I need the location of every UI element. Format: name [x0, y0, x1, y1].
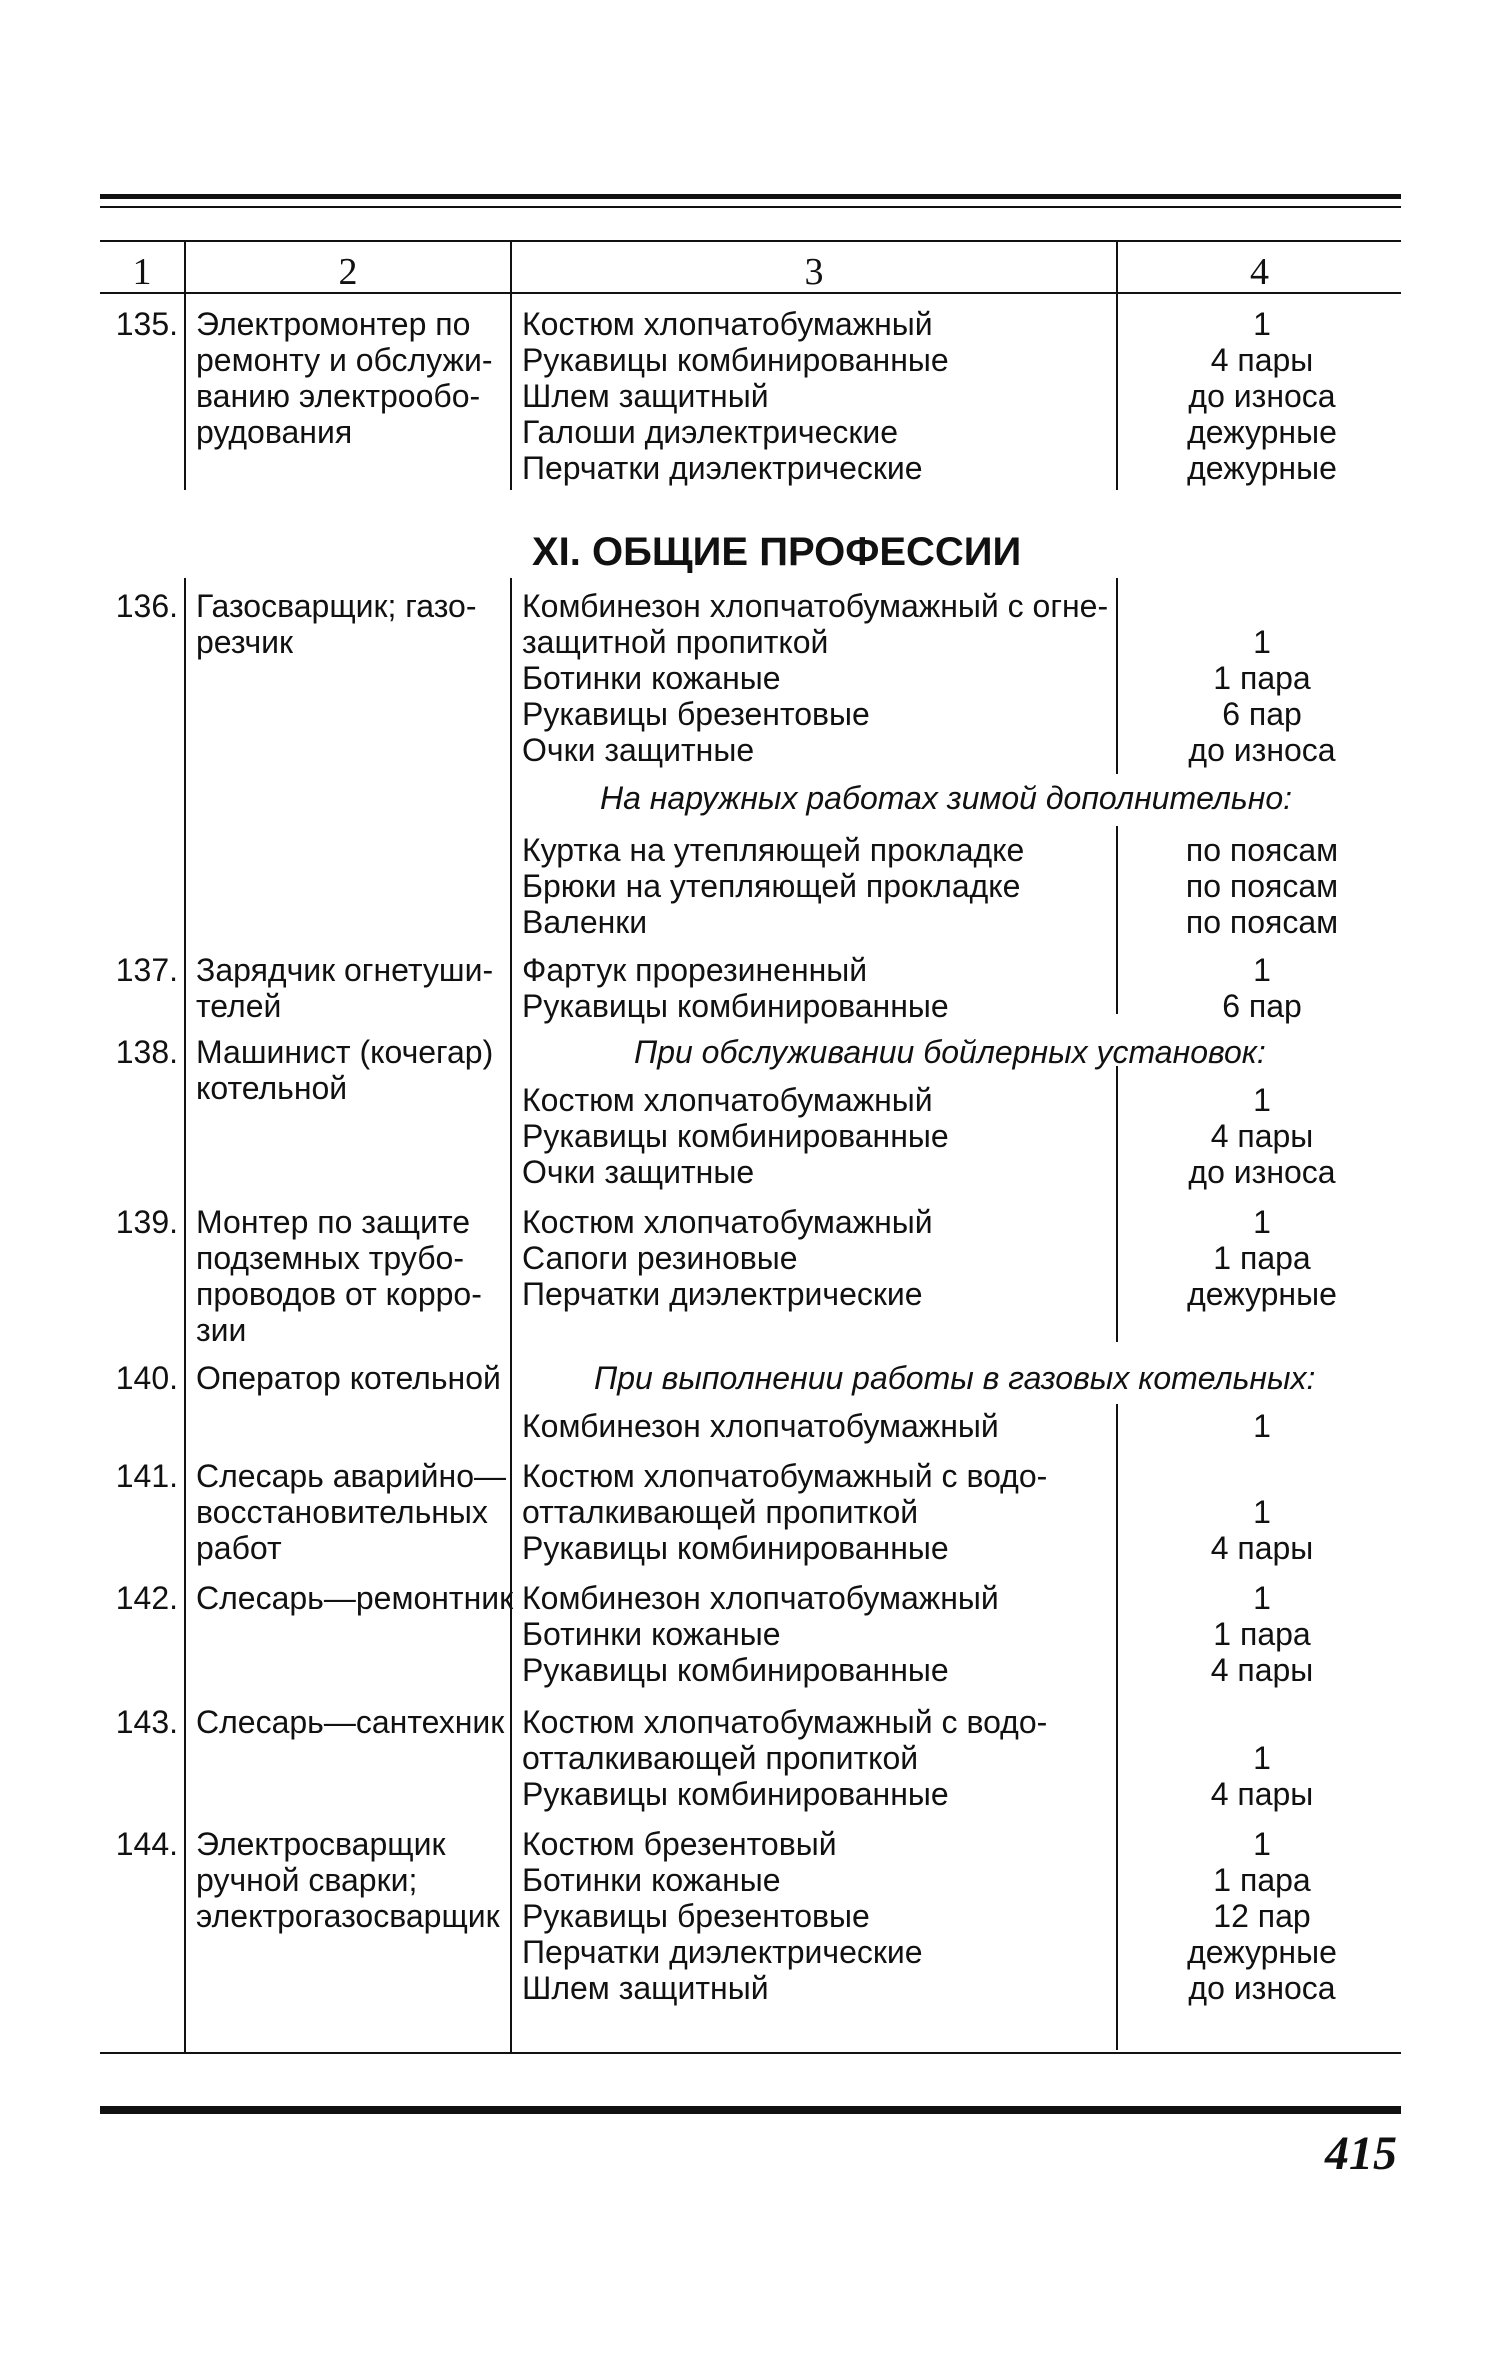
table-bottom-rule	[100, 2052, 1401, 2054]
job-title: ручной сварки;	[196, 1862, 418, 1898]
job-title: подземных трубо-	[196, 1240, 464, 1276]
row-number: 136.	[115, 588, 178, 624]
norm: до износа	[1188, 1154, 1336, 1190]
col-divider-3b	[1116, 826, 1118, 1014]
job-title: рудования	[196, 414, 353, 450]
row-number: 138.	[115, 1034, 178, 1070]
item: Рукавицы брезентовые	[522, 1898, 870, 1934]
norm: 6 пар	[1222, 988, 1302, 1024]
header-divider-1	[184, 240, 186, 294]
row-number: 141.	[115, 1458, 178, 1494]
norm: 1 пара	[1213, 1616, 1311, 1652]
item: Фартук прорезиненный	[522, 952, 868, 988]
job-title: Зарядчик огнетуши-	[196, 952, 494, 988]
top-rule-1	[100, 194, 1401, 199]
item: Рукавицы комбинированные	[522, 1118, 949, 1154]
norm: 1	[1253, 952, 1271, 988]
job-title: телей	[196, 988, 282, 1024]
col-header-1: 1	[132, 251, 152, 293]
page-number: 415	[1325, 2127, 1397, 2180]
row-number: 144.	[115, 1826, 178, 1862]
norm: 1	[1253, 1408, 1271, 1444]
norm: до износа	[1188, 378, 1336, 414]
job-title: проводов от корро-	[196, 1276, 482, 1312]
item: Костюм хлопчатобумажный	[522, 1082, 933, 1118]
job-title: восстановительных	[196, 1494, 488, 1530]
item: Куртка на утепляющей прокладке	[522, 832, 1025, 868]
col-header-4: 4	[1250, 251, 1269, 293]
norm: 1 пара	[1213, 1240, 1311, 1276]
top-rule-2	[100, 206, 1401, 208]
norm: 1	[1253, 1494, 1271, 1530]
header-top-rule	[100, 240, 1401, 242]
norm: 4 пары	[1210, 1652, 1314, 1688]
row-number: 140.	[115, 1360, 178, 1396]
item: Костюм хлопчатобумажный	[522, 1204, 933, 1240]
norm: 1	[1253, 306, 1271, 342]
job-title: Слесарь аварийно—	[196, 1458, 506, 1494]
norm: дежурные	[1187, 1276, 1337, 1312]
item: Костюм хлопчатобумажный	[522, 306, 933, 342]
norm: дежурные	[1187, 414, 1337, 450]
item: Рукавицы комбинированные	[522, 1652, 949, 1688]
item: Ботинки кожаные	[522, 1862, 781, 1898]
norm: по поясам	[1185, 832, 1339, 868]
norm: 6 пар	[1222, 696, 1302, 732]
item: Рукавицы брезентовые	[522, 696, 870, 732]
job-title: электрогазосварщик	[196, 1898, 500, 1934]
item: Рукавицы комбинированные	[522, 342, 949, 378]
col-header-2: 2	[338, 251, 358, 293]
job-title: Оператор котельной	[196, 1360, 501, 1396]
col-divider-2-upper	[510, 294, 512, 490]
norm: дежурные	[1187, 450, 1337, 486]
norm: 1	[1253, 1580, 1271, 1616]
col-divider-3d	[1116, 1404, 1118, 2050]
item: Очки защитные	[522, 1154, 755, 1190]
job-title: Машинист (кочегар)	[196, 1034, 494, 1070]
job-title: Газосварщик; газо-	[196, 588, 477, 624]
col-divider-1-upper	[184, 294, 186, 490]
row-note: При обслуживании бойлерных установок:	[634, 1034, 1266, 1070]
item: Рукавицы комбинированные	[522, 1530, 949, 1566]
row-number: 135.	[115, 306, 178, 342]
col-divider-3a	[1116, 578, 1118, 774]
item: Очки защитные	[522, 732, 755, 768]
job-title: зии	[196, 1312, 247, 1348]
item: Брюки на утепляющей прокладке	[522, 868, 1021, 904]
footer-rule	[100, 2106, 1401, 2114]
item: Перчатки диэлектрические	[522, 450, 923, 486]
item: Валенки	[522, 904, 648, 940]
section-title: XI. ОБЩИЕ ПРОФЕССИИ	[532, 530, 1022, 574]
item: Ботинки кожаные	[522, 660, 781, 696]
norm: 12 пар	[1213, 1898, 1311, 1934]
job-title: котельной	[196, 1070, 348, 1106]
norm: по поясам	[1185, 868, 1339, 904]
job-title: Монтер по защите	[196, 1204, 471, 1240]
item: Перчатки диэлектрические	[522, 1276, 923, 1312]
header-divider-3	[1116, 240, 1118, 294]
job-title: работ	[196, 1530, 282, 1566]
item: Сапоги резиновые	[522, 1240, 798, 1276]
row-number: 142.	[115, 1580, 178, 1616]
item: Комбинезон хлопчатобумажный	[522, 1580, 999, 1616]
norm: 4 пары	[1210, 1776, 1314, 1812]
norm: 4 пары	[1210, 342, 1314, 378]
row-number: 139.	[115, 1204, 178, 1240]
item: Костюм хлопчатобумажный с водо-	[522, 1704, 1048, 1740]
item: отталкивающей пропиткой	[522, 1494, 919, 1530]
item: Ботинки кожаные	[522, 1616, 781, 1652]
item: Комбинезон хлопчатобумажный	[522, 1408, 999, 1444]
norm: до износа	[1188, 732, 1336, 768]
item: Галоши диэлектрические	[522, 414, 899, 450]
norm: 4 пары	[1210, 1118, 1314, 1154]
item: отталкивающей пропиткой	[522, 1740, 919, 1776]
col-divider-2	[510, 578, 512, 2054]
norm: 1 пара	[1213, 1862, 1311, 1898]
job-title: ремонту и обслужи-	[196, 342, 493, 378]
header-divider-2	[510, 240, 512, 294]
job-title: Слесарь—сантехник	[196, 1704, 505, 1740]
row-number: 143.	[115, 1704, 178, 1740]
item: Шлем защитный	[522, 1970, 769, 2006]
item: Шлем защитный	[522, 378, 769, 414]
col-divider-3-upper	[1116, 294, 1118, 490]
job-title: ванию электрообо-	[196, 378, 481, 414]
col-divider-1	[184, 578, 186, 2054]
norm: дежурные	[1187, 1934, 1337, 1970]
norm: 1	[1253, 624, 1271, 660]
item: Перчатки диэлектрические	[522, 1934, 923, 1970]
norm: 1	[1253, 1204, 1271, 1240]
row-note: При выполнении работы в газовых котельных:	[594, 1360, 1316, 1396]
row-note: На наружных работах зимой дополнительно:	[600, 780, 1293, 816]
job-title: Электросварщик	[196, 1826, 446, 1862]
item: Рукавицы комбинированные	[522, 1776, 949, 1812]
item: Рукавицы комбинированные	[522, 988, 949, 1024]
norm: до износа	[1188, 1970, 1336, 2006]
job-title: Электромонтер по	[196, 306, 471, 342]
job-title: резчик	[196, 624, 294, 660]
col-header-3: 3	[804, 251, 824, 293]
norm: 1	[1253, 1082, 1271, 1118]
item: Комбинезон хлопчатобумажный с огне-	[522, 588, 1109, 624]
norm: 1 пара	[1213, 660, 1311, 696]
item: защитной пропиткой	[522, 624, 829, 660]
norm: 1	[1253, 1740, 1271, 1776]
item: Костюм брезентовый	[522, 1826, 837, 1862]
item: Костюм хлопчатобумажный с водо-	[522, 1458, 1048, 1494]
norm: по поясам	[1185, 904, 1339, 940]
norm: 1	[1253, 1826, 1271, 1862]
row-number: 137.	[115, 952, 178, 988]
norm: 4 пары	[1210, 1530, 1314, 1566]
job-title: Слесарь—ремонтник	[196, 1580, 514, 1616]
col-divider-3c	[1116, 1066, 1118, 1342]
